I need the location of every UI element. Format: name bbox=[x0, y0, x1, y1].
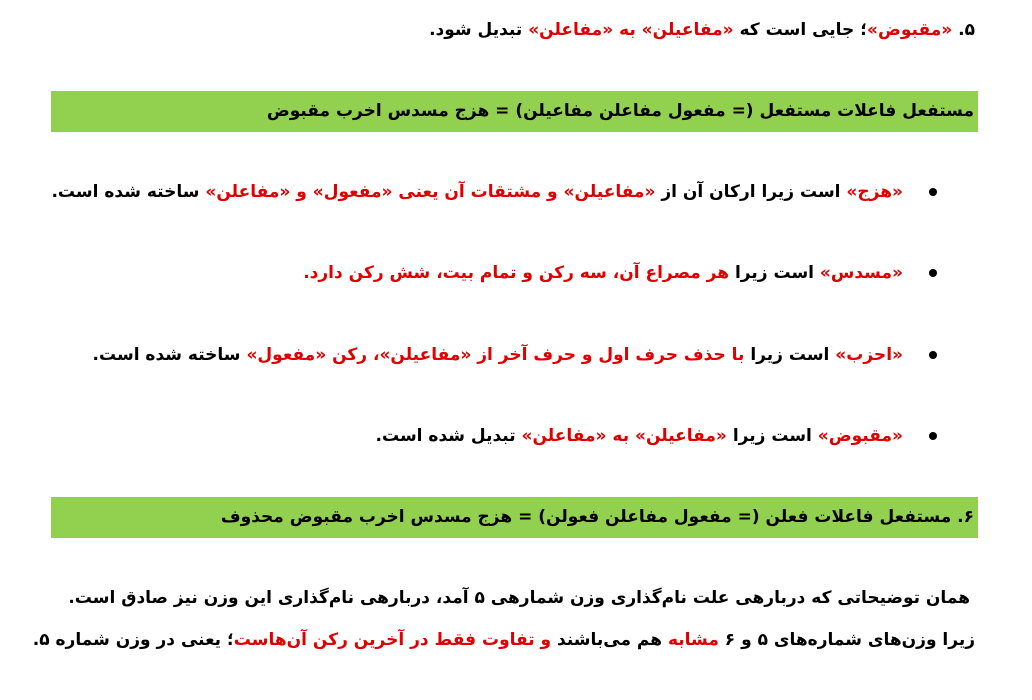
highlight-term: «مقبوض» bbox=[867, 20, 953, 40]
text-segment: زیرا وزن‌های شماره‌های ۵ و ۶ bbox=[718, 630, 975, 650]
bullet-icon bbox=[929, 351, 937, 359]
text-segment: است زیرا bbox=[726, 426, 818, 446]
highlight-term: «مفاعیلن» و مشتقات آن یعنی «مفعول» و «مفاعلن» bbox=[205, 182, 656, 202]
bullet-text bbox=[303, 260, 903, 286]
highlight-term: «مفاعیلن» به «مفاعلن» bbox=[521, 426, 727, 446]
meter-heading-text: مستفعل فاعلات مستفعل (= مفعول مفاعلن مفاعیلن) = هزج مسدس اخرب مقبوض bbox=[266, 101, 974, 121]
meter-heading-band bbox=[51, 497, 978, 538]
paragraph-line-2 bbox=[33, 627, 975, 653]
bullet-item bbox=[0, 342, 1032, 368]
text-segment: ساخته شده است. bbox=[92, 345, 247, 365]
highlight-term: «هزج» bbox=[846, 182, 903, 202]
text-segment: تبدیل شده است. bbox=[375, 426, 522, 446]
text-segment: است زیرا ارکان آن از bbox=[655, 182, 847, 202]
bullet-item bbox=[0, 179, 1032, 205]
bullet-item bbox=[0, 260, 1032, 286]
highlight-term: هر مصراع آن، سه رکن و تمام بیت، شش رکن دارد. bbox=[303, 263, 730, 283]
text-segment: ؛ یعنی در وزن شماره ۵. bbox=[32, 630, 234, 650]
highlight-term: «مفاعیلن» به «مفاعلن» bbox=[528, 20, 734, 40]
highlight-term: «مسدس» bbox=[819, 263, 903, 283]
bullet-item bbox=[0, 423, 1032, 449]
text-segment: تبدیل شود. bbox=[429, 20, 529, 40]
text-segment: ؛ جایی است که bbox=[733, 20, 868, 40]
highlight-term: «احزب» bbox=[835, 345, 903, 365]
text-segment: هم می‌باشند bbox=[551, 630, 668, 650]
bullet-icon bbox=[929, 269, 937, 277]
meter-heading-text: ۶. مستفعل فاعلات فعلن (= مفعول مفاعلن فعولن) = هزج مسدس اخرب مقبوض محذوف bbox=[220, 507, 974, 527]
bullet-text bbox=[376, 423, 904, 449]
text-segment: ساخته شده است. bbox=[51, 182, 206, 202]
bullet-icon bbox=[929, 188, 937, 196]
highlight-term: و تفاوت فقط در آخرین رکن آن‌هاست bbox=[233, 630, 552, 650]
text-segment: است زیرا bbox=[744, 345, 836, 365]
highlight-term: «مقبوض» bbox=[817, 426, 903, 446]
meter-heading-band bbox=[51, 91, 978, 132]
bullet-text bbox=[51, 179, 903, 205]
highlight-term: مشابه bbox=[667, 630, 719, 650]
highlight-term: با حذف حرف اول و حرف آخر از «مفاعیلن»، رکن «مفعول» bbox=[246, 345, 745, 365]
bullet-icon bbox=[929, 432, 937, 440]
text-segment: است زیرا bbox=[729, 263, 820, 283]
paragraph-line-1: همان توضیحاتی که دربارهی علت نام‌گذاری وزن شمارهی ۵ آمد، دربارهی نام‌گذاری این وزن نیز صادق است. bbox=[68, 588, 970, 608]
item-5-line bbox=[429, 17, 975, 43]
bullet-text bbox=[93, 342, 903, 368]
item-number: ۵. bbox=[952, 20, 975, 40]
